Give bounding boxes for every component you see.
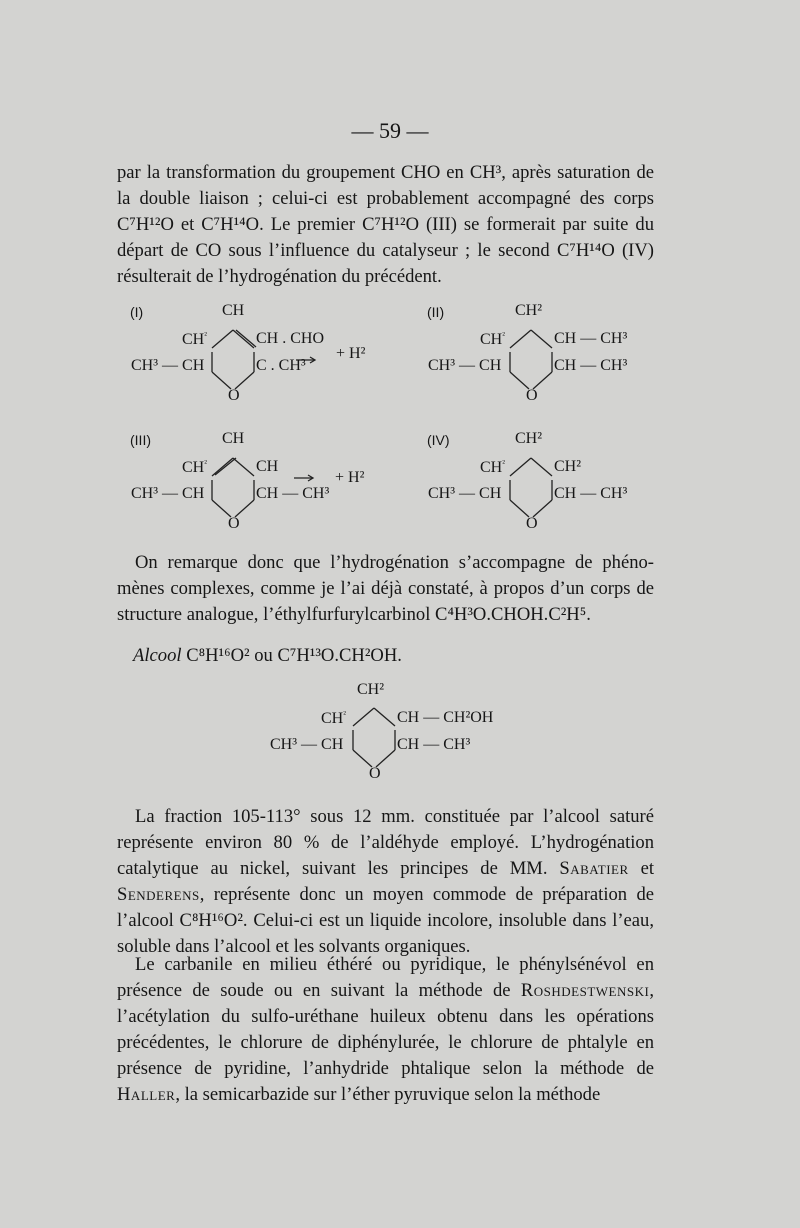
carbon-group: CH — [182, 331, 205, 348]
text-line: l’acétylation du sulfo-uréthane huileux obtenu dans les opérations — [117, 1006, 654, 1027]
ring-left-up — [480, 459, 505, 476]
text-line: présence de soude ou en suivant la méthode de — [117, 980, 521, 1001]
text-line: précédentes, le chlorure de diphénylurée, le chlorure de phtalyle en — [117, 1032, 654, 1053]
text-line: présence de pyridine, l’anhydride phtalique selon la méthode de — [117, 1058, 654, 1079]
formula-label: (III) — [130, 432, 151, 448]
subscript: ² — [204, 458, 207, 468]
formula-label: (II) — [427, 304, 445, 320]
text-line: catalytique au nickel, suivant les principes de MM. — [117, 858, 560, 879]
text-line: (IV) résulterait de l’hydrogénation du précédent. — [117, 240, 654, 287]
ring-right-low: C . CH³ — [256, 357, 306, 374]
carbon-group: CH — [321, 710, 344, 727]
author-name: Sabatier — [559, 858, 629, 879]
ring-left-low: CH³ — CH — [131, 357, 205, 374]
alcool-formula: C⁸H¹⁶O² ou C⁷H¹³O.CH²OH. — [181, 645, 402, 666]
page-number: — 59 — — [351, 118, 429, 143]
text-fragment: et — [628, 858, 654, 879]
ring-left-low: CH³ — CH — [428, 357, 502, 374]
ring-top: CH — [222, 430, 245, 447]
ring-oxygen: O — [369, 765, 381, 782]
ring-left-low: CH³ — CH — [428, 485, 502, 502]
author-name: Haller — [117, 1084, 176, 1105]
carbanile-paragraph — [117, 952, 654, 1108]
text-line: de la double liaison ; celui-ci est probablement accompagné des corps — [117, 162, 654, 209]
text-line: par la transformation du groupement CHO en CH³, après saturation — [117, 162, 631, 183]
ring-right-low: CH — CH³ — [554, 485, 628, 502]
ring-top: CH² — [357, 681, 385, 698]
formula-alcool — [270, 680, 530, 790]
subscript: ² — [502, 458, 505, 468]
text-fragment: , la semicarbazide sur l’éther pyruvique selon la méthode — [175, 1084, 601, 1105]
plus-hydrogen: + H² — [336, 345, 366, 362]
text-line: soluble dans l’alcool et les solvants organiques. — [117, 936, 471, 957]
ring-drawing — [427, 428, 667, 538]
formula-iii — [130, 428, 390, 538]
text-line: Le carbanile en milieu éthéré ou pyridique, le phénylsénévol en — [135, 954, 654, 975]
fraction-paragraph — [117, 804, 654, 960]
text-line: du départ de CO sous l’influence du catalyseur ; le second C⁷H¹⁴O — [117, 214, 654, 261]
ring-left-low: CH³ — CH — [131, 485, 205, 502]
author-name: Roshdestwenski — [520, 980, 650, 1001]
remark-paragraph — [117, 550, 654, 628]
ring-left-up — [182, 331, 207, 348]
alcool-label: Alcool — [133, 645, 182, 666]
text-fragment: , — [649, 980, 654, 1001]
text-line: C⁷H¹²O et C⁷H¹⁴O. Le premier C⁷H¹²O (III) se formerait par suite — [117, 214, 629, 235]
formula-i — [130, 300, 390, 410]
ring-top: CH — [222, 302, 245, 319]
ring-right-up: CH — [256, 458, 279, 475]
ring-top: CH² — [515, 302, 543, 319]
ring-right-up: CH² — [554, 458, 582, 475]
text-line: mènes complexes, comme je l’ai déjà constaté, à propos d’un corps — [117, 578, 631, 599]
formula-iv — [427, 428, 667, 538]
text-line: l’alcool C⁸H¹⁶O². Celui-ci est un liquide incolore, insoluble dans l’eau, — [117, 910, 654, 931]
plus-hydrogen: + H² — [335, 469, 365, 486]
carbon-group: CH — [480, 459, 503, 476]
ring-right-low: CH — CH³ — [397, 736, 471, 753]
ring-right-low: CH — CH³ — [554, 357, 628, 374]
ring-right-low: CH — CH³ — [256, 485, 330, 502]
carbon-group: CH — [182, 459, 205, 476]
ring-oxygen: O — [228, 515, 240, 532]
intro-paragraph — [117, 160, 654, 290]
ring-right-up: CH — CH³ — [554, 330, 628, 347]
ring-left-up — [321, 710, 346, 727]
text-line: de structure analogue, l’éthylfurfurylcarbinol C⁴H³O.CHOH.C²H⁵. — [117, 578, 654, 625]
subscript: ² — [204, 330, 207, 340]
carbon-group: CH — [480, 331, 503, 348]
author-name: Senderens — [117, 884, 200, 905]
formula-label: (IV) — [427, 432, 450, 448]
ring-left-up — [480, 331, 505, 348]
text-line: représente environ 80 % de l’aldéhyde employé. L’hydrogénation — [117, 832, 654, 853]
ring-oxygen: O — [228, 387, 240, 404]
ring-drawing — [427, 300, 667, 410]
ring-drawing — [270, 680, 530, 790]
ring-right-up: CH — CH²OH — [397, 709, 494, 726]
text-fragment: , représente donc un moyen commode de préparation de — [199, 884, 654, 905]
subscript: ² — [502, 330, 505, 340]
alcool-heading — [133, 645, 402, 667]
ring-oxygen: O — [526, 515, 538, 532]
formula-label: (I) — [130, 304, 144, 320]
ring-oxygen: O — [526, 387, 538, 404]
text-line: La fraction 105-113° sous 12 mm. constituée par l’alcool saturé — [135, 806, 654, 827]
ring-left-up — [182, 459, 207, 476]
ring-top: CH² — [515, 430, 543, 447]
ring-right-up: CH . CHO — [256, 330, 325, 347]
text-line: On remarque donc que l’hydrogénation s’accompagne de phéno- — [135, 552, 654, 573]
formula-ii — [427, 300, 667, 410]
ring-left-low: CH³ — CH — [270, 736, 344, 753]
subscript: ² — [343, 709, 346, 719]
